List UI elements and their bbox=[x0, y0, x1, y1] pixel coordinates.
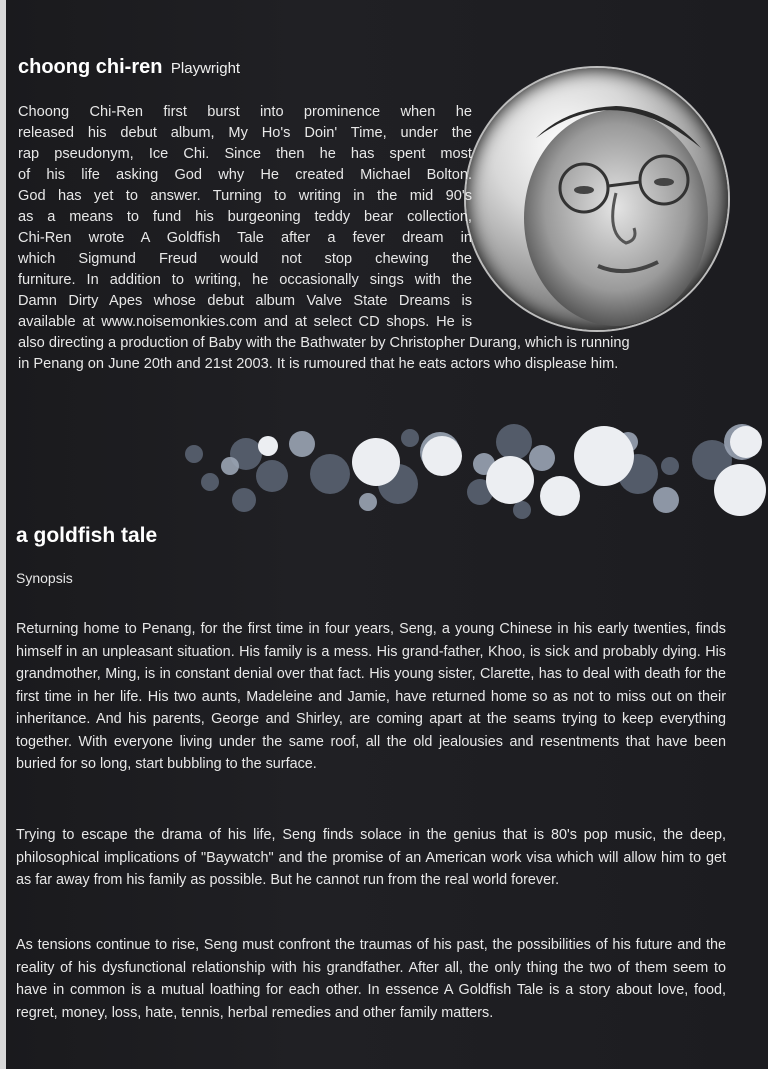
bio-line: furniture. In addition to writing, he occasionally sings with the bbox=[18, 272, 472, 288]
playwright-role: Playwright bbox=[170, 60, 241, 77]
playwright-bio bbox=[18, 102, 730, 375]
synopsis-paragraph: As tensions continue to rise, Seng must confront the traumas of his past, the possibilities of his future and the reality of his dysfunctional relationship with his grandfather. After all, the only thing the two of them seem to have in common is a mutual loathing for each other. In essence A Goldfish Tale is a story about love, food, regret, money, loss, hate, tennis, herbal remedies and other family matters. bbox=[16, 937, 726, 1021]
show-title: a goldfish tale bbox=[16, 524, 158, 547]
synopsis-label: Synopsis bbox=[16, 570, 73, 586]
bio-line: Choong Chi-Ren first burst into prominence when he bbox=[18, 104, 472, 120]
bubble-decoration bbox=[180, 420, 768, 525]
bio-line: released his debut album, My Ho's Doin' Time, under the bbox=[18, 125, 472, 141]
playwright-name: choong chi-ren bbox=[18, 56, 163, 78]
bio-line: Damn Dirty Apes whose debut album Valve State Dreams is bbox=[18, 293, 472, 309]
bubble-divider bbox=[180, 420, 768, 525]
bio-line: Chi-Ren wrote A Goldfish Tale after a fever dream in bbox=[18, 230, 472, 246]
bio-line: of his life asking God why He created Michael Bolton. bbox=[18, 167, 472, 183]
bio-line: rap pseudonym, Ice Chi. Since then he has spent most bbox=[18, 146, 472, 162]
synopsis-paragraph: Returning home to Penang, for the first time in four years, Seng, a young Chinese in his early twenties, finds himself in an unpleasant situation. His family is a mess. His grand-father, Khoo, is sick and probably dying. His grandmother, Ming, is in constant denial over that fact. His young sister, Clarette, has to deal with death for the first time in her life. His two aunts, Madeleine and Jamie, have returned home so as not to miss out on their inheritance. And his parents, George and Shirley, are coming apart at the seams trying to keep everything together. With everyone living under the same roof, all the old jealousies and resentments that have been buried for so long, start bubbling to the surface. bbox=[16, 621, 726, 772]
bio-header bbox=[18, 56, 240, 79]
bio-line: in Penang on June 20th and 21st 2003. It is rumoured that he eats actors who displease him. bbox=[18, 356, 619, 372]
bio-line: God has yet to answer. Turning to writing in the mid 90's bbox=[18, 188, 472, 204]
bio-line: also directing a production of Baby with the Bathwater by Christopher Durang, which is running bbox=[18, 335, 630, 351]
page-edge bbox=[0, 0, 6, 1069]
synopsis-paragraph: Trying to escape the drama of his life, Seng finds solace in the genius that is 80's pop music, the deep, philosophical implications of "Baywatch" and the promise of an American work visa which will allow him to get as far away from his family as possible. But he cannot run from the real world forever. bbox=[16, 827, 726, 888]
bio-line: as a means to fund his burgeoning teddy bear collection, bbox=[18, 209, 472, 225]
bio-line: which Sigmund Freud would not stop chewing the bbox=[18, 251, 472, 267]
bio-line: available at www.noisemonkies.com and at select CD shops. He is bbox=[18, 314, 472, 330]
